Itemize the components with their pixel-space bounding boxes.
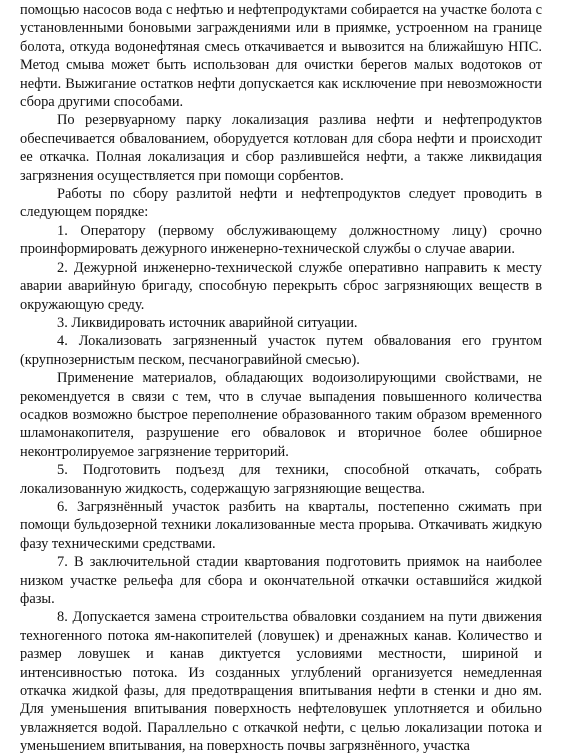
list-item-6: 6. Загрязнённый участок разбить на кварталы, постепенно сжимать при помощи бульдозерной техники локализованные места прорыва. Откачивать жидкую фазу техническими средствами.	[20, 498, 542, 552]
paragraph-3: Работы по сбору разлитой нефти и нефтепродуктов следует проводить в следующем порядке:	[20, 186, 542, 221]
list-item-4: 4. Локализовать загрязненный участок путем обвалования его грунтом (крупнозернистым песком, песчаногравийной смесью).	[20, 333, 542, 368]
list-item-2: 2. Дежурной инженерно-технической службе оперативно направить к месту аварии аварийную бригаду, способную перекрыть сброс загрязняющих веществ в окружающую среду.	[20, 259, 542, 313]
paragraph-2: По резервуарному парку локализация разлива нефти и нефтепродуктов обеспечивается обвалованием, оборудуется котлован для сбора нефти и происходит ее откачка. Полная локализация и сбор разлившейся нефти, а также ликвидация загрязнения осуществляется при помощи сорбентов.	[20, 112, 542, 184]
paragraph-1: помощью насосов вода с нефтью и нефтепродуктами собирается на участке болота с установленными боновыми заграждениями или в приямке, устроенном на границе болота, откуда водонефтяная смесь откачивается и вывозится на ближайшую НПС. Метод смыва может быть использован для очистки берегов малых водотоков от нефти. Выжигание остатков нефти допускается как исключение при невозможности сбора другими способами.	[20, 2, 542, 111]
list-item-7: 7. В заключительной стадии квартования подготовить приямок на наиболее низком участке рельефа для сбора и окончательной откачки оставшийся жидкой фазы.	[20, 554, 542, 607]
list-item-8: 8. Допускается замена строительства обваловки созданием на пути движения техногенного потока ям-накопителей (ловушек) и дренажных канав. Количество и размер ловушек и канав диктуется условиями местности, шириной и интенсивностью потока. Из созданных углублений организуется немедленная откачка жидкой фазы, для предотвращения впитывания нефти в стенки и дно ям. Для уменьшения впитывания поверхность нефтеловушек уплотняется и обильно увлажняется водой. Параллельно с откачкой нефти, с целью локализации потока и уменьшением впитывания, на поверхность почвы загрязнённого, участка	[20, 609, 542, 755]
list-item-1: 1. Оператору (первому обслуживающему должностному лицу) срочно проинформировать дежурного инженерно-технической службы о случае аварии.	[20, 222, 542, 258]
list-item-5: 5. Подготовить подъезд для техники, способной откачать, собрать локализованную жидкость, содержащую загрязняющие вещества.	[20, 462, 542, 497]
list-item-3: 3. Ликвидировать источник аварийной ситуации.	[57, 314, 358, 331]
paragraph-note: Применение материалов, обладающих водоизолирующими свойствами, не рекомендуется в связи с тем, что в случае выпадения повышенного количества осадков возможно быстрое переполнение образованного таким образом временного шламонакопителя, разрушение его обваловок и вторичное более обширное неконтролируемое загрязнение территорий.	[20, 370, 542, 460]
